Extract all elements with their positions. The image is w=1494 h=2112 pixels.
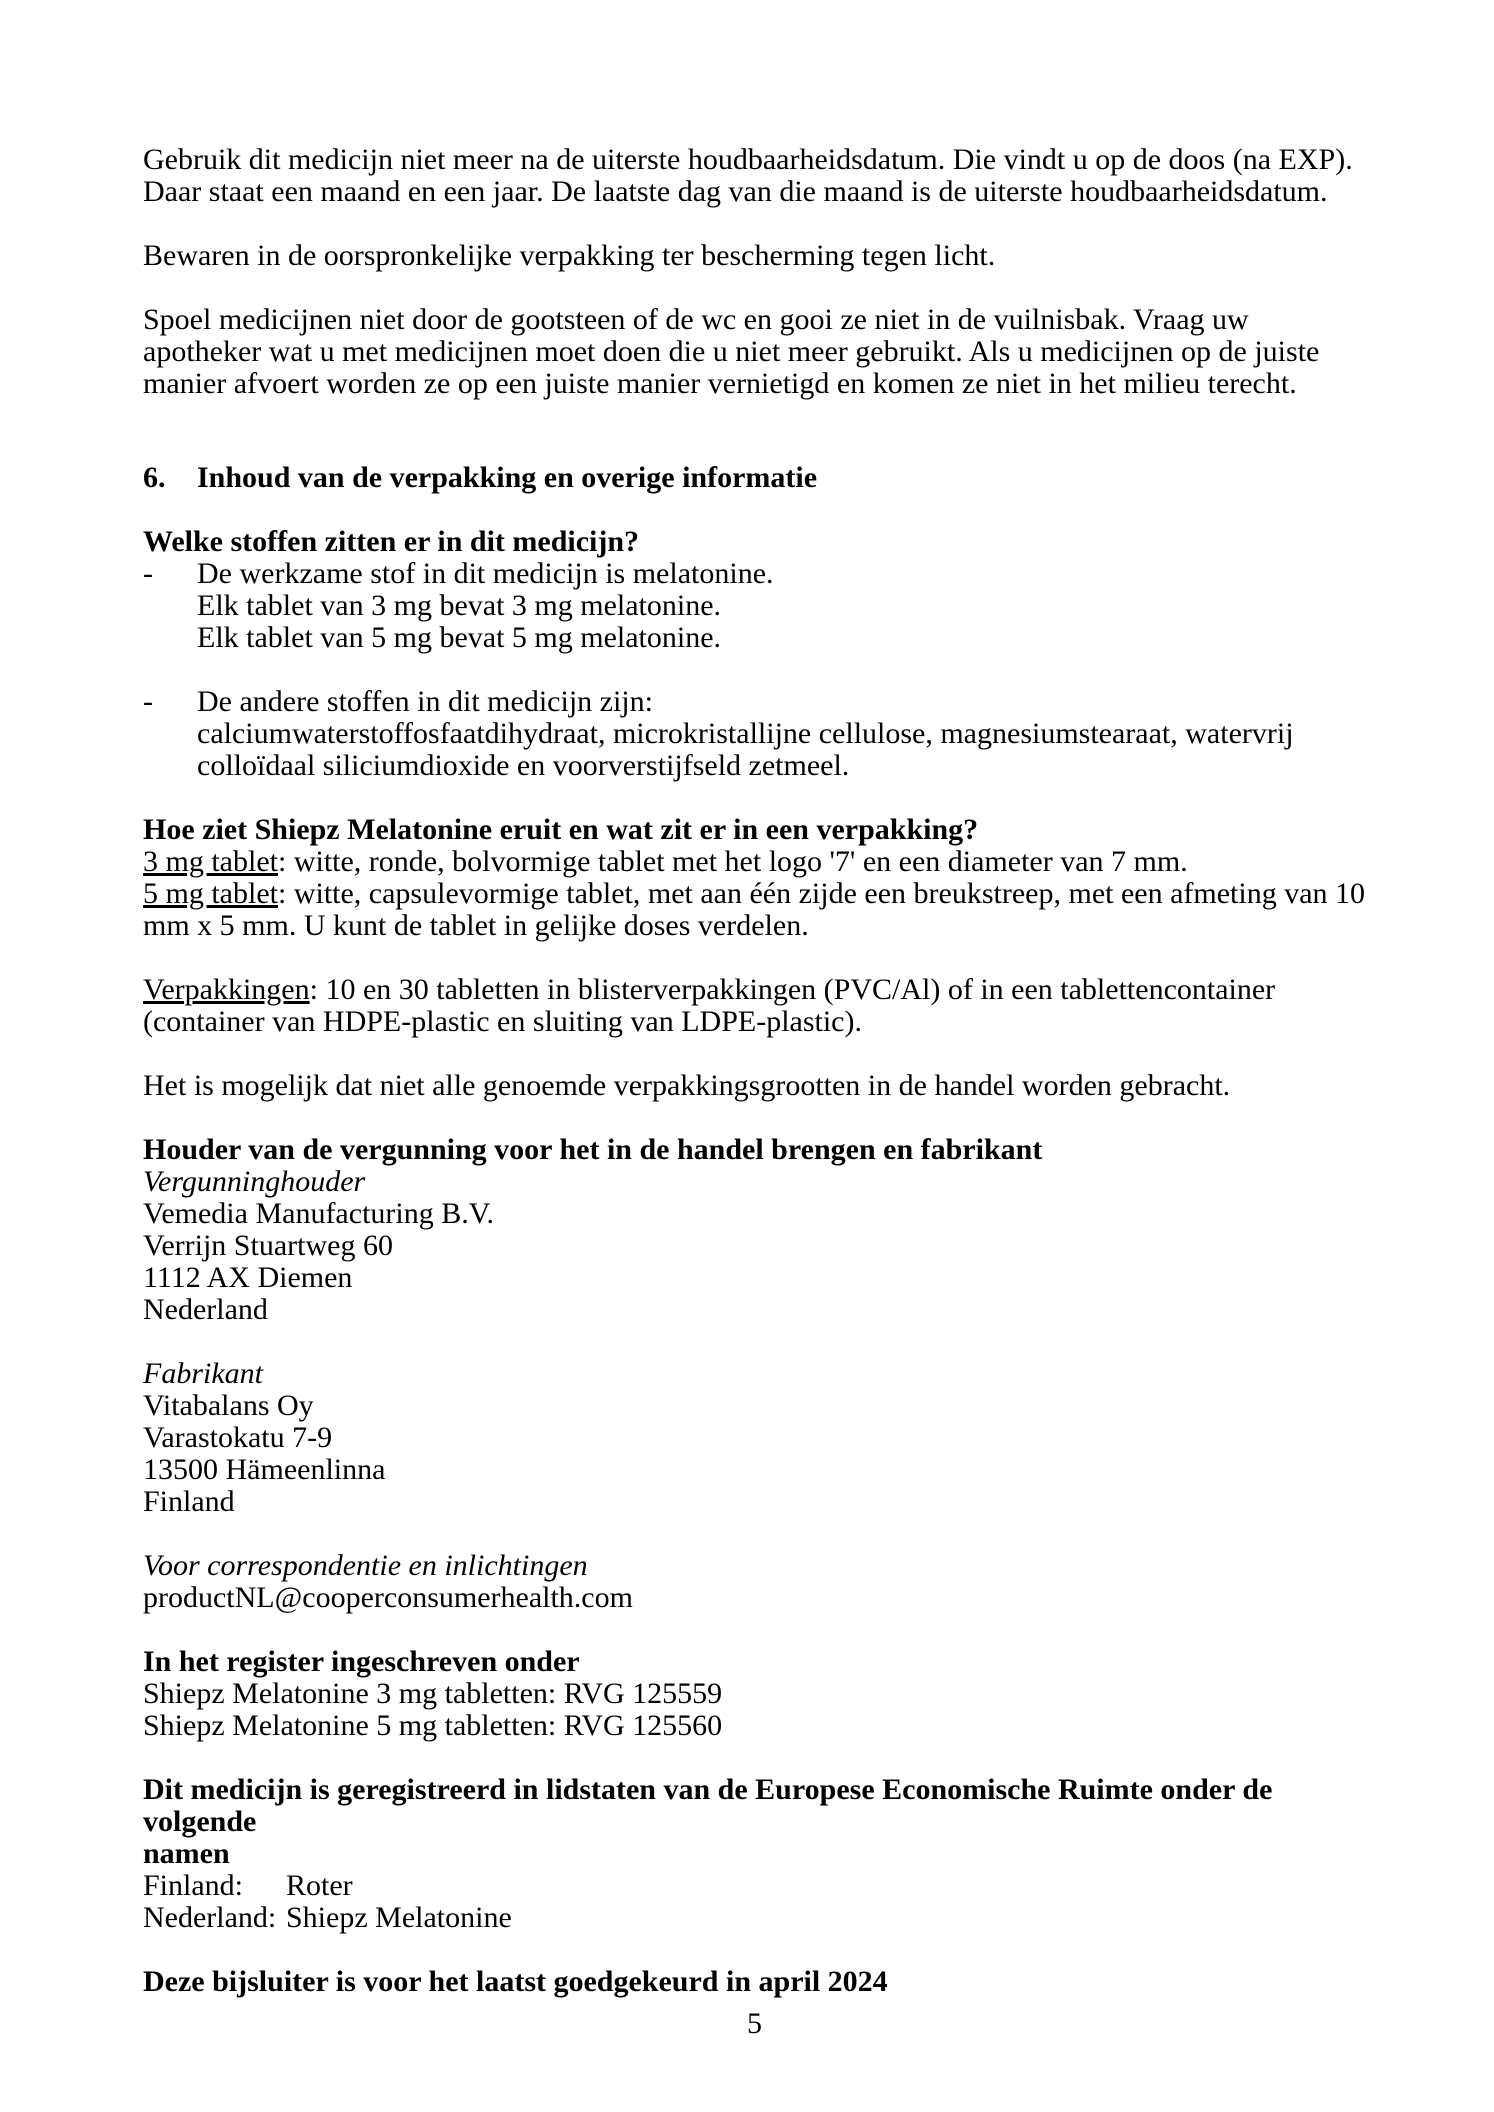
tablet-5mg-text: : witte, capsulevormige tablet, met aan één zijde een breukstreep, met een afmeting van 10 mm x 5 mm. U kunt de tablet in gelijke doses verdelen.	[143, 877, 1366, 942]
manufacturer-subheading: Fabrikant	[143, 1357, 263, 1390]
correspondence-email: productNL@cooperconsumerhealth.com	[143, 1581, 633, 1614]
paragraph-storage: Bewaren in de oorspronkelijke verpakking ter bescherming tegen licht.	[143, 239, 996, 272]
list-marker: -	[143, 685, 153, 718]
eea-entry-finland	[143, 1870, 1366, 1902]
eea-name-nederland: Shiepz Melatonine	[286, 1901, 512, 1934]
register-heading: In het register ingeschreven onder	[143, 1645, 580, 1678]
list-marker: -	[143, 557, 153, 590]
active-substance-line-3: Elk tablet van 5 mg bevat 5 mg melatonine.	[197, 621, 722, 654]
section-title: Inhoud van de verpakking en overige informatie	[197, 461, 818, 494]
tablet-5mg-label: 5 mg tablet	[143, 877, 278, 910]
packaging-text: : 10 en 30 tabletten in blisterverpakkingen (PVC/Al) of in een tablettencontainer (container van HDPE-plastic en sluiting van LDPE-plastic).	[143, 973, 1276, 1038]
paragraph-expiry: Gebruik dit medicijn niet meer na de uiterste houdbaarheidsdatum. Die vindt u op de doos (na EXP). Daar staat een maand en een jaar. De laatste dag van die maand is de uiterste houdbaarheidsdatum.	[143, 143, 1353, 208]
manufacturer-street: Varastokatu 7-9	[143, 1421, 333, 1454]
holder-street: Verrijn Stuartweg 60	[143, 1229, 393, 1262]
holder-subheading: Vergunninghouder	[143, 1165, 366, 1198]
eea-heading-line-1: Dit medicijn is geregistreerd in lidstaten van de Europese Economische Ruimte onder de volgende	[143, 1773, 1273, 1838]
holder-heading: Houder van de vergunning voor het in de handel brengen en fabrikant	[143, 1133, 1043, 1166]
eea-name-finland: Roter	[286, 1869, 353, 1902]
section-6-heading	[143, 462, 1366, 494]
packaging-description	[143, 974, 1366, 1038]
appearance-heading: Hoe ziet Shiepz Melatonine eruit en wat zit er in een verpakking?	[143, 813, 979, 846]
active-substance-line-2: Elk tablet van 3 mg bevat 3 mg melatonine.	[197, 589, 722, 622]
tablet-3mg-description	[143, 846, 1366, 878]
correspondence-subheading: Voor correspondentie en inlichtingen	[143, 1549, 588, 1582]
other-substances-intro: De andere stoffen in dit medicijn zijn:	[197, 685, 653, 718]
holder-country: Nederland	[143, 1293, 268, 1326]
manufacturer-city: 13500 Hämeenlinna	[143, 1453, 386, 1486]
tablet-3mg-text: : witte, ronde, bolvormige tablet met het logo '7' en een diameter van 7 mm.	[277, 845, 1188, 878]
eea-heading	[143, 1774, 1366, 1870]
page-number: 5	[747, 2007, 762, 2040]
active-substance-line-1: De werkzame stof in dit medicijn is melatonine.	[197, 557, 774, 590]
tablet-3mg-label: 3 mg tablet	[143, 845, 278, 878]
packaging-note: Het is mogelijk dat niet alle genoemde verpakkingsgrootten in de handel worden gebracht.	[143, 1069, 1231, 1102]
eea-heading-line-2: namen	[143, 1837, 230, 1870]
holder-city: 1112 AX Diemen	[143, 1261, 353, 1294]
paragraph-disposal: Spoel medicijnen niet door de gootsteen of de wc en gooi ze niet in de vuilnisbak. Vraag uw apotheker wat u met medicijnen moet doen die u niet meer gebruikt. Als u medicijnen op de juiste manier afvoert worden ze op een juiste manier vernietigd en komen ze niet in het milieu terecht.	[143, 303, 1320, 400]
tablet-5mg-description	[143, 878, 1366, 942]
list-item-other-substances	[143, 686, 1366, 782]
eea-entry-nederland	[143, 1902, 1366, 1934]
manufacturer-country: Finland	[143, 1485, 235, 1518]
other-substances-list: calciumwaterstoffosfaatdihydraat, microkristallijne cellulose, magnesiumstearaat, watervrij colloïdaal siliciumdioxide en voorverstijfseld zetmeel.	[197, 717, 1294, 782]
holder-name: Vemedia Manufacturing B.V.	[143, 1197, 495, 1230]
manufacturer-name: Vitabalans Oy	[143, 1389, 314, 1422]
register-entry-5mg: Shiepz Melatonine 5 mg tabletten: RVG 125560	[143, 1709, 723, 1742]
packaging-label: Verpakkingen	[143, 973, 310, 1006]
substances-heading: Welke stoffen zitten er in dit medicijn?	[143, 525, 640, 558]
register-entry-3mg: Shiepz Melatonine 3 mg tabletten: RVG 125559	[143, 1677, 723, 1710]
list-item-active-substance	[143, 558, 1366, 654]
eea-country-nederland: Nederland:	[143, 1901, 277, 1934]
approval-statement: Deze bijsluiter is voor het laatst goedgekeurd in april 2024	[143, 1965, 888, 1998]
eea-country-finland: Finland:	[143, 1869, 244, 1902]
section-number: 6.	[143, 461, 166, 494]
